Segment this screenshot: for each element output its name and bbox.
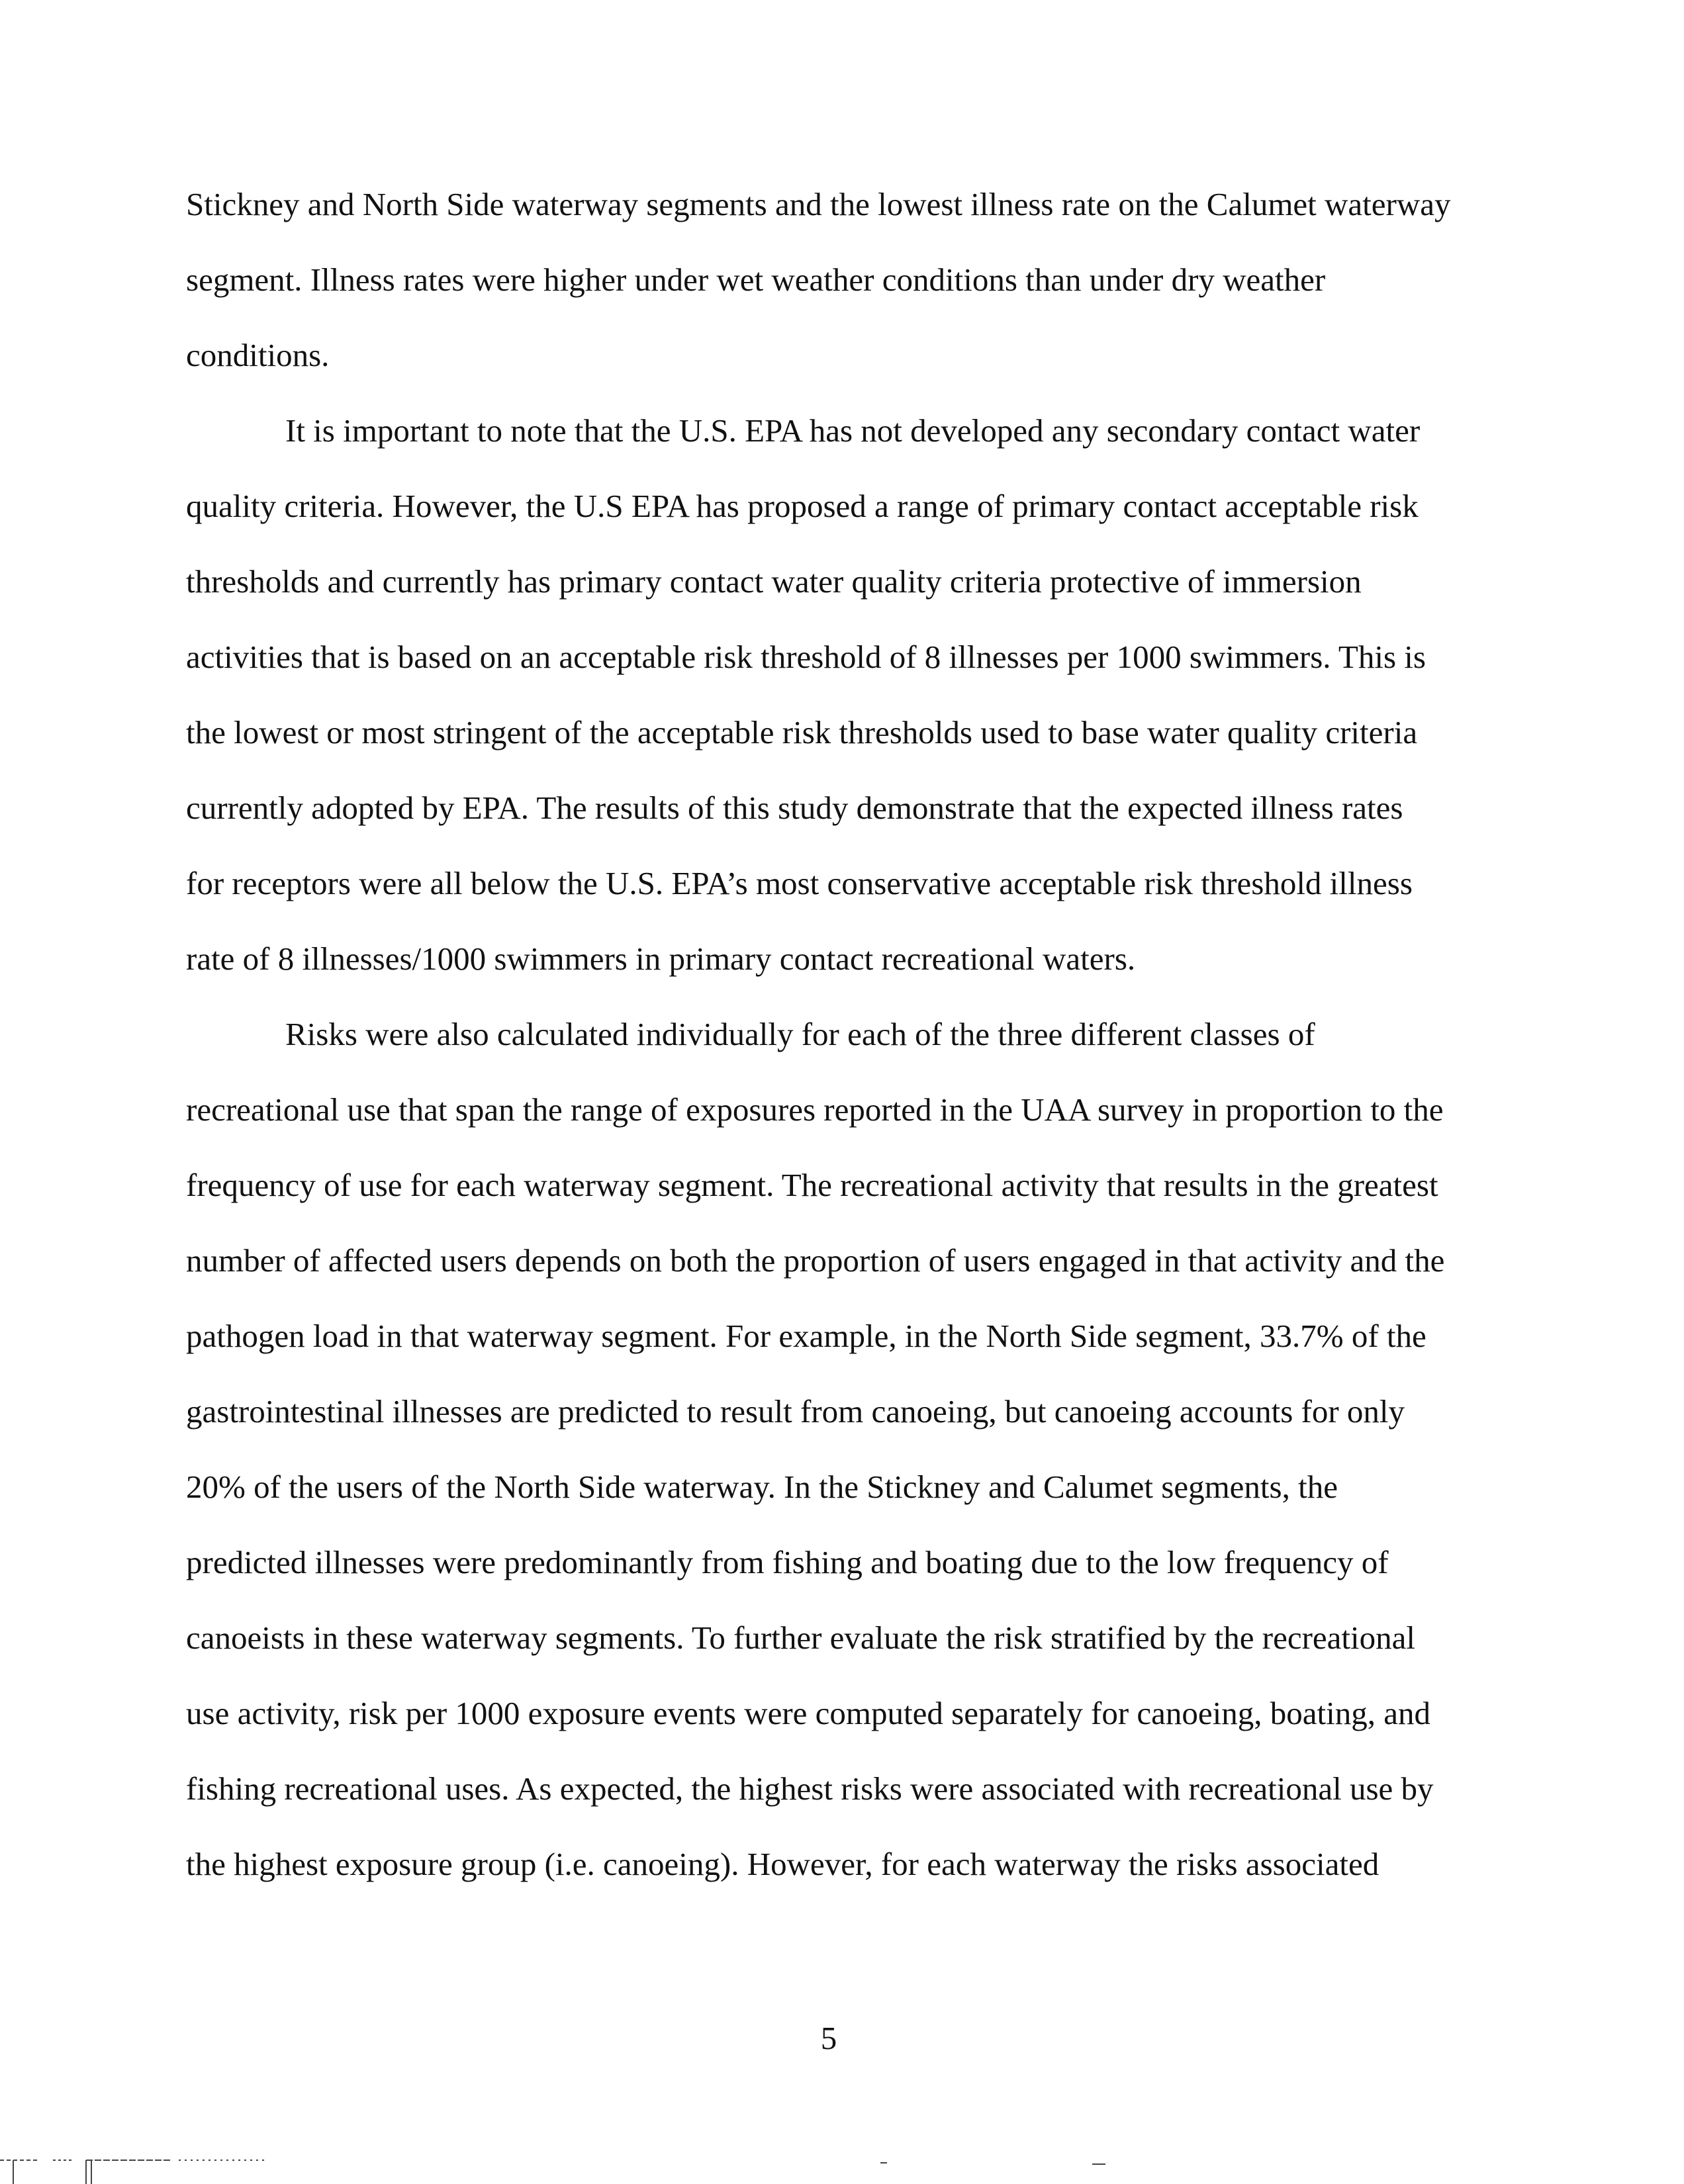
scan-artifact-marks	[0, 2144, 1684, 2184]
paragraph-2: It is important to note that the U.S. EPA has not developed any secondary contact water quality criteria. However, the U.S EPA has proposed a range of primary contact acceptable risk thresholds and currently has primary contact water quality criteria protective of immersion activities that is based on an acceptable risk threshold of 8 illnesses per 1000 swimmers. This is the lowest or most stringent of the acceptable risk thresholds used to base water quality criteria currently adopted by EPA. The results of this study demonstrate that the expected illness rates for receptors were all below the U.S. EPA’s most conservative acceptable risk threshold illness rate of 8 illnesses/1000 swimmers in primary contact recreational waters.	[186, 412, 1426, 977]
paragraph-1: Stickney and North Side waterway segments and the lowest illness rate on the Calumet waterway segment. Illness rates were higher under wet weather conditions than under dry weather conditions.	[186, 186, 1451, 373]
paragraph-3: Risks were also calculated individually for each of the three different classes of recreational use that span the range of exposures reported in the UAA survey in proportion to the frequency of use for each waterway segment. The recreational activity that results in the greatest number of affected users depends on both the proportion of users engaged in that activity and the pathogen load in that waterway segment. For example, in the North Side segment, 33.7% of the gastrointestinal illnesses are predicted to result from canoeing, but canoeing accounts for only 20% of the users of the North Side waterway. In the Stickney and Calumet segments, the predicted illnesses were predominantly from fishing and boating due to the low frequency of canoeists in these waterway segments. To further evaluate the risk stratified by the recreational use activity, risk per 1000 exposure events were computed separately for canoeing, boating, and fishing recreational uses. As expected, the highest risks were associated with recreational use by the highest exposure group (i.e. canoeing). However, for each waterway the risks associated	[186, 1016, 1445, 1882]
page-number: 5	[820, 2020, 837, 2056]
document-body	[186, 167, 1497, 1902]
